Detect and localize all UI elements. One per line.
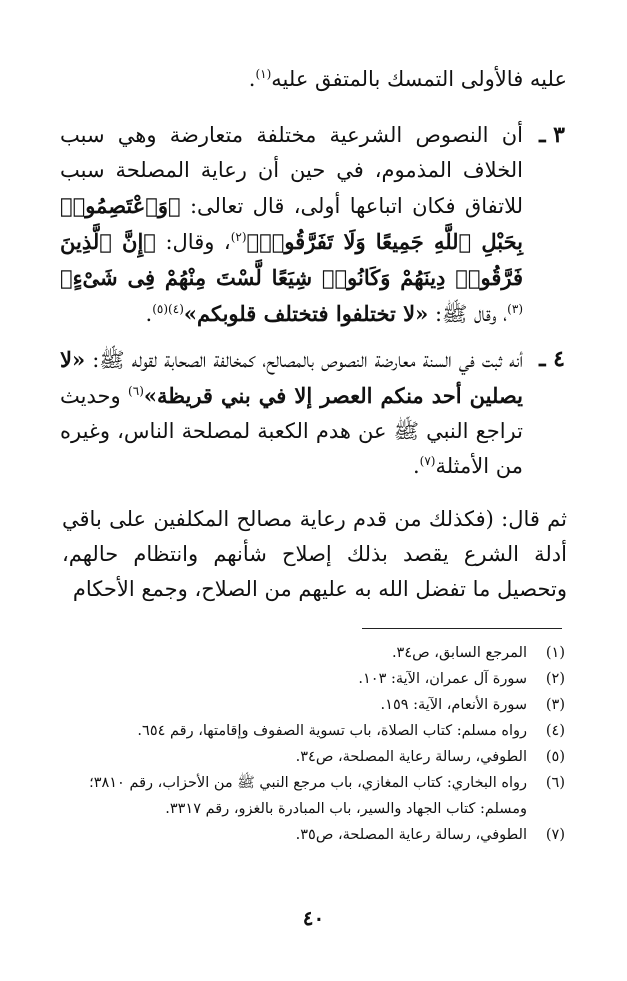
footnotes	[55, 640, 565, 848]
footnote-text: رواه مسلم: كتاب الصلاة، باب تسوية الصفوف وإقامتها، رقم ٦٥٤.	[137, 723, 527, 739]
list-item-4	[60, 342, 565, 484]
hadith-quote: «لا يصلين أحد منكم العصر إلا في بني قريظة»	[60, 347, 523, 408]
quran-quote: ﴿وَٱعْتَصِمُوا۟ بِحَبْلِ ٱللَّهِ جَمِيعًا وَلَا تَفَرَّقُوا۟﴾	[60, 193, 523, 254]
page-number: ٤٠	[302, 906, 325, 930]
footnote-ref: (٧)	[419, 454, 436, 468]
footnote-number: (١)	[545, 645, 565, 661]
footnote-number: (٤)	[545, 723, 565, 739]
footnote-ref: (١)	[255, 67, 272, 81]
hadith-quote: «لا تختلفوا فتختلف قلوبكم»	[183, 301, 429, 326]
item-text-part: ، وقال ﷺ:	[428, 302, 508, 326]
footnote	[55, 640, 565, 666]
intro-text: عليه فالأولى التمسك بالمتفق عليه	[271, 67, 567, 91]
closing-paragraph: ثم قال: (فكذلك من قدم رعاية مصالح المكلفين على باقي أدلة الشرع يقصد بذلك إصلاح شأنهم وانتظام حالهم، وتحصيل ما تفضل الله به عليهم من الصلاح، وجمع الأحكام	[62, 507, 567, 601]
item-text-part: أنه ثبت في السنة معارضة النصوص بالمصالح، كمخالفة الصحابة لقوله ﷺ:	[85, 348, 523, 372]
footnote-number: (٣)	[545, 697, 565, 713]
footnote-text: الطوفي، رسالة رعاية المصلحة، ص٣٤.	[295, 749, 527, 765]
footnote-ref: (٦)	[128, 384, 144, 398]
footnote-number: (٢)	[545, 671, 565, 687]
footnote	[55, 718, 565, 744]
intro-paragraph: عليه فالأولى التمسك بالمتفق عليه$^{(١)}$.	[248, 67, 567, 91]
list-item-3	[60, 118, 565, 332]
footnote-number: (٦)	[545, 775, 565, 791]
footnote-ref: (٢)	[230, 230, 247, 244]
item-text: أن النصوص الشرعية مختلفة متعارضة وهي سبب الخلاف المذموم، في حين أن رعاية المصلحة سبب للاتفاق فكان اتباعها أولى، قال تعالى: ﴿وَٱعْتَصِمُوا۟ بِحَبْلِ ٱللَّهِ جَمِيعًا وَلَا تَفَرَّقُوا۟﴾$^{(٢)}$، وقال: ﴿إِنَّ ٱلَّذِينَ فَرَّقُوا۟ دِينَهُمْ وَكَانُوا۟ شِيَعًا لَّسْتَ مِنْهُمْ فِى شَىْءٍ﴾$^{(٣)}$، وقال ﷺ: «لا تختلفوا فتختلف قلوبكم»$^{(٤)(٥)}$.	[60, 123, 523, 326]
item-number: ٣ ـ	[539, 122, 565, 148]
footnote-divider	[362, 628, 562, 629]
footnote	[55, 692, 565, 718]
footnote	[55, 744, 565, 770]
item-number: ٤ ـ	[539, 346, 565, 372]
footnote-ref: (٣)	[507, 302, 523, 316]
item-text-part: أن النصوص الشرعية مختلفة متعارضة وهي سبب الخلاف المذموم، في حين أن رعاية المصلحة سبب للاتفاق فكان اتباعها أولى، قال تعالى:	[60, 123, 523, 218]
item-text: أنه ثبت في السنة معارضة النصوص بالمصالح، كمخالفة الصحابة لقوله ﷺ: «لا يصلين أحد منكم العصر إلا في بني قريظة»$^{(٦)}$ وحديث تراجع النبي ﷺ عن هدم الكعبة لمصلحة الناس، وغيره من الأمثلة$^{(٧)}$.	[60, 347, 523, 478]
quran-quote: ﴿إِنَّ ٱلَّذِينَ فَرَّقُوا۟ دِينَهُمْ وَكَانُوا۟ شِيَعًا لَّسْتَ مِنْهُمْ فِى شَىْءٍ﴾	[60, 229, 523, 290]
footnote	[55, 822, 565, 848]
footnote-text: الطوفي، رسالة رعاية المصلحة، ص٣٥.	[295, 827, 527, 843]
footnote	[55, 666, 565, 692]
footnote-ref: (٤)(٥)	[152, 302, 184, 316]
footnote-text: المرجع السابق، ص٣٤.	[391, 645, 527, 661]
footnote-text: رواه البخاري: كتاب المغازي، باب مرجع النبي ﷺ من الأحزاب، رقم ٣٨١٠؛ ومسلم: كتاب الجهاد والسير، باب المبادرة بالغزو، رقم ٣٣١٧.	[89, 775, 527, 817]
footnote-number: (٥)	[545, 749, 565, 765]
footnote	[55, 770, 565, 822]
item-text-part: وحديث تراجع النبي ﷺ عن هدم الكعبة لمصلحة الناس، وغيره من الأمثلة	[60, 384, 523, 478]
item-text-part: ، وقال:	[155, 230, 231, 254]
footnote-text: سورة آل عمران، الآية: ١٠٣.	[358, 671, 527, 687]
footnote-number: (٧)	[545, 827, 565, 843]
footnote-text: سورة الأنعام، الآية: ١٥٩.	[380, 697, 527, 713]
